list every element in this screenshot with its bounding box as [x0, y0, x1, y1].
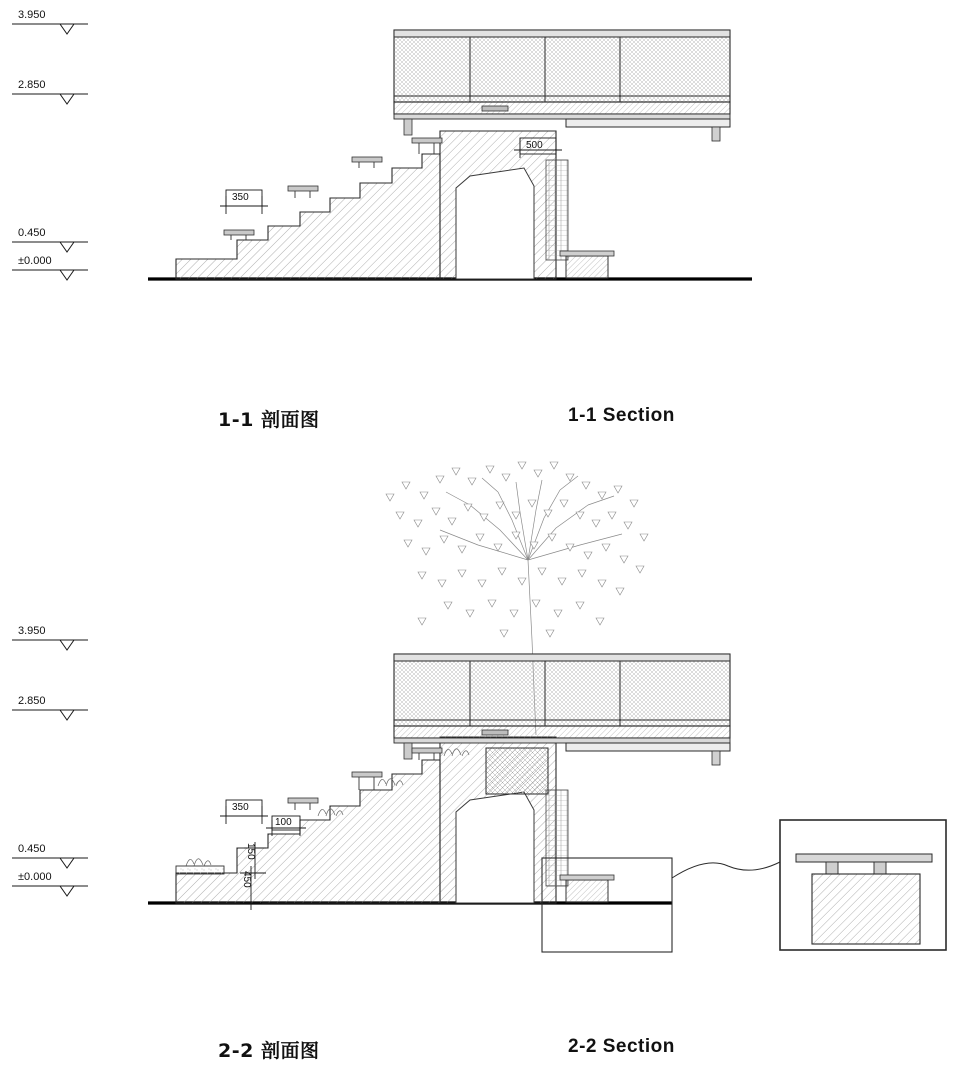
interior-void-2-2 — [456, 792, 534, 903]
plinth-cap-1-1 — [560, 251, 614, 256]
canopy-assembly-1-1 — [394, 30, 730, 141]
low-plinth-1-1 — [566, 256, 608, 278]
interior-void-1-1 — [456, 168, 534, 279]
stepped-terrace-mass-2-2 — [176, 760, 440, 903]
level-label-2850-bottom: 2.850 — [18, 695, 46, 707]
level-label-0450-top: 0.450 — [18, 227, 46, 239]
dimension-label-350-top: 350 — [232, 192, 249, 203]
level-label-2850-top: 2.850 — [18, 79, 46, 91]
level-markers-2-2 — [12, 640, 88, 896]
dimension-label-150: 150 — [245, 843, 256, 860]
section-2-2-geometry — [12, 462, 946, 952]
dimension-label-100: 100 — [275, 817, 292, 828]
level-markers-1-1 — [12, 24, 88, 280]
dimension-label-500: 500 — [526, 140, 543, 151]
stair-run-1-1 — [546, 160, 568, 260]
caption-section-1-1-cn: 1-1 剖面图 — [218, 409, 320, 431]
caption-section-1-1-en: 1-1 Section — [568, 405, 675, 426]
level-label-0000-bottom: ±0.000 — [18, 871, 52, 883]
stepped-terrace-mass-1-1 — [176, 154, 440, 279]
plinth-cap-2-2 — [560, 875, 614, 880]
tree-planter-box — [486, 748, 548, 794]
section-1-1-geometry — [12, 24, 752, 280]
low-plinth-2-2 — [566, 880, 608, 902]
level-label-0450-bottom: 0.450 — [18, 843, 46, 855]
caption-section-2-2-en: 2-2 Section — [568, 1036, 675, 1057]
caption-section-2-2-cn: 2-2 剖面图 — [218, 1040, 320, 1062]
level-label-3950-top: 3.950 — [18, 9, 46, 21]
level-label-0000-top: ±0.000 — [18, 255, 52, 267]
level-label-3950-bottom: 3.950 — [18, 625, 46, 637]
dimension-label-350-bottom: 350 — [232, 802, 249, 813]
dimension-label-450: 450 — [241, 871, 252, 888]
stair-run-2-2 — [546, 790, 568, 886]
